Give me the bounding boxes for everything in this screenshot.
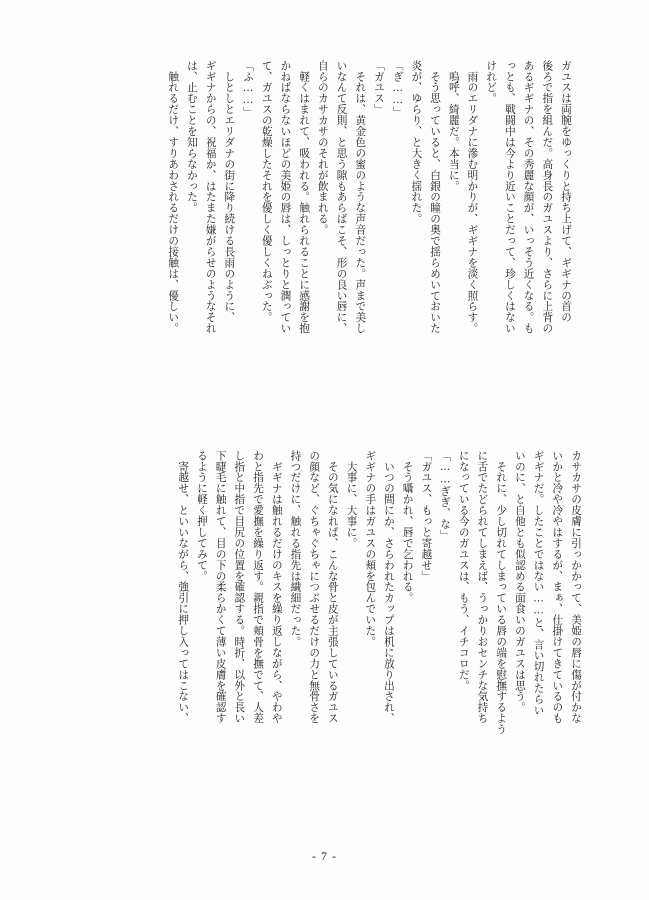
text-line: て、ガユスの乾燥したそれを優しく優しくねぶった。 (260, 60, 273, 323)
text-line: になっている今のガユスは、もう、イチコロだ。 (457, 450, 470, 691)
text-line: 大事に、大事に。 (345, 450, 358, 549)
text-line: かねばならないほどの美姫の唇は、しっとりと潤ってい (279, 60, 292, 334)
text-line: いのに、と自他とも似認める面食いのガユスは思う。 (513, 450, 526, 713)
text-line: 軽くはまれて、吸われる。触れられることに感謝を抱 (298, 60, 311, 334)
text-line: しとしとエリダナの街に降り続ける長雨のように、 (223, 60, 236, 323)
text-line: 触れるだけ、すりあわされるだけの接触は、優しい。 (167, 60, 180, 334)
text-line: そう思っていると、白銀の瞳の奥で揺らめいておいた (429, 60, 442, 334)
text-line: そう囁かれ、唇で乞われる。 (401, 450, 414, 604)
text-line: し指と中指で目尻の位置を確認する。時折、以外と長い (233, 450, 246, 724)
text-line: 持つだけに、触れる指先は繊細だった。 (289, 450, 302, 648)
text-line: 嗚呼、綺麗だ。本当に。 (447, 60, 460, 192)
text-line: 下睫毛に触れて、目の下の柔らかくて薄い皮膚を確認す (214, 450, 227, 724)
page-number: - 7 - (312, 849, 337, 863)
text-line: いなんて反則、と思う隙もあらばこそ、形の良い唇に、 (335, 60, 348, 334)
vertical-text-block-bottom (5, 450, 585, 828)
text-line: ギギナだ。したことではない……と、言い切れたらい (532, 450, 545, 716)
vertical-text-block-top (0, 60, 575, 438)
text-line: に舌でたどられてしまえば、うっかりおセンチな気持ち (476, 450, 489, 724)
text-line: 「ガユス」 (372, 60, 385, 115)
text-line: ギギナは触れるだけのキスを繰り返しながら、やわや (270, 450, 283, 724)
text-line: ガユスは両腕をゆっくりと持ち上げて、ギギナの首の (560, 60, 572, 323)
text-line: いつの間にか、さらわれたカップは机に放り出され、 (382, 450, 395, 724)
text-line: けれど。 (485, 60, 498, 104)
text-line: 「ふ……」 (242, 60, 255, 118)
text-line: あるギギナの、その秀麗な顔が、いっそう近くなる。も (522, 60, 535, 334)
text-line: それは、黄金色の蜜のような声音だった。声まで美し (354, 60, 367, 334)
text-line: いかと冷や冷やはするが、まぁ、仕掛けてきているのも (551, 450, 564, 724)
text-line: カサカサの皮膚に引っかかって、美姫の唇に傷が付かな (570, 450, 582, 724)
text-line: ギギナからの、祝福か、はたまた嫌がらせのようなそれ (204, 60, 217, 334)
text-line: 自らのカサカサのそれが飲まれる。 (316, 60, 329, 236)
text-line: 「ぎ……」 (391, 60, 404, 118)
text-line: るように軽く押してみて。 (195, 450, 208, 582)
text-line: わと指先で愛撫を繰り返す。親指で頬骨を撫でて、人差 (252, 450, 265, 724)
text-line: 「……ぎぎ、な」 (439, 450, 452, 541)
text-line: 寄越せ、といいながら、強引に押し入ってはこない、 (177, 450, 190, 724)
text-line: は、止むことを知らなかった。 (185, 60, 198, 214)
text-line: ギギナの手はガユスの頬を包んでいた。 (364, 450, 377, 648)
text-line: その気になれば、こんな骨と皮が主張しているガユス (326, 450, 339, 724)
text-line: 雨のエリダナに滲む明かりが、ギギナを淡く照らす。 (466, 60, 479, 334)
text-line: 炎が、ゆらり、と大きく揺れた。 (410, 60, 423, 225)
text-line: っとも、戦闘中は今より近いことだって、珍しくはない (503, 60, 516, 334)
text-line: 「ガユス、もっと寄越せ」 (420, 450, 433, 582)
text-line: の顔など、ぐちゃぐちゃにつぶせるだけの力と無骨さを (308, 450, 321, 724)
text-line: それに、少し切れてしまっている唇の端を慰撫するよう (495, 450, 508, 735)
text-line: 後ろで指を組んだ。高身長のガユスより、さらに上背の (541, 60, 554, 334)
